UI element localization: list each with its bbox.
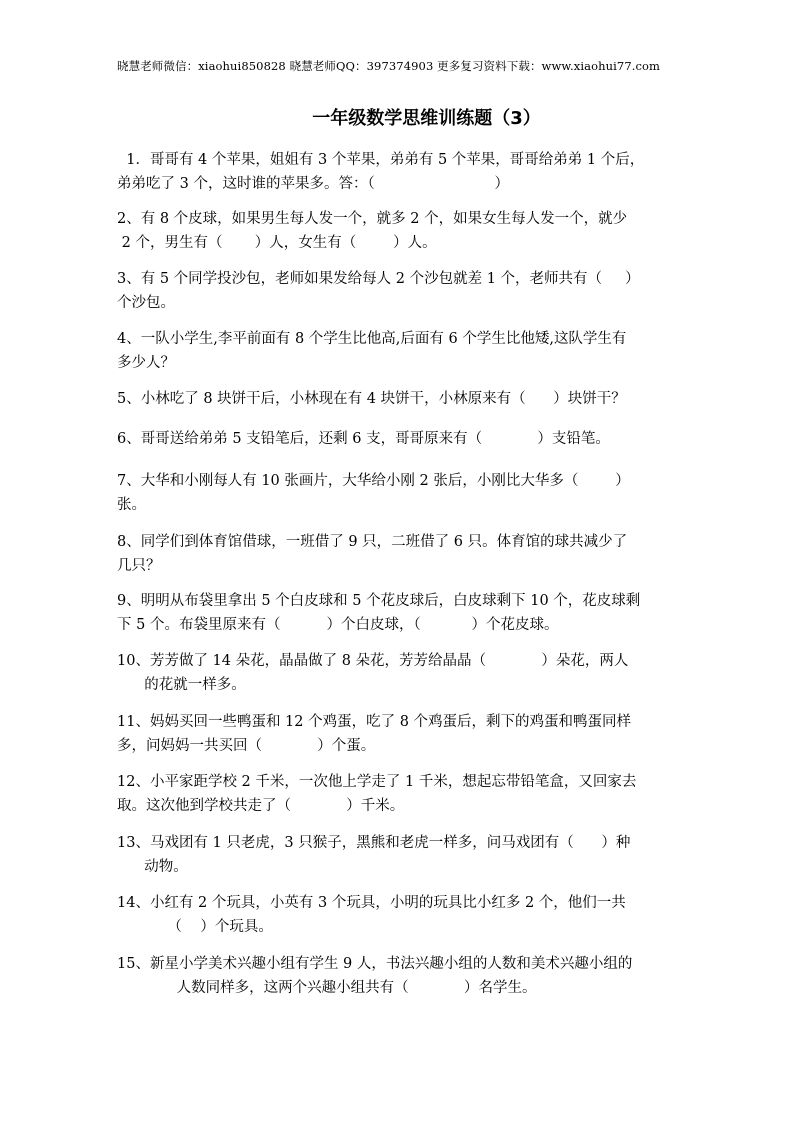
question-line: 14、小红有 2 个玩具，小英有 3 个玩具，小明的玩具比小红多 2 个，他们一共 xyxy=(117,895,626,911)
question-line: 张。 xyxy=(117,497,146,513)
question-10 xyxy=(117,649,679,697)
question-15 xyxy=(117,952,679,1000)
question-8 xyxy=(117,530,679,578)
question-13 xyxy=(117,831,679,879)
question-line: 1．哥哥有 4 个苹果，姐姐有 3 个苹果，弟弟有 5 个苹果，哥哥给弟弟 1 个后， xyxy=(117,152,645,168)
question-line: 弟弟吃了 3 个，这时谁的苹果多。答：（ ） xyxy=(117,176,510,192)
question-7 xyxy=(117,469,679,517)
question-line: 的花就一样多。 xyxy=(135,677,246,693)
page-header: 晓慧老师微信：xiaohui850828 晓慧老师QQ：397374903 更多复习资料下载：www.xiaohui77.com xyxy=(117,59,661,73)
question-line: 取。这次他到学校共走了（ ）千米。 xyxy=(117,798,405,814)
question-3 xyxy=(117,267,679,315)
question-line: 人数同样多，这两个兴趣小组共有（ ）名学生。 xyxy=(149,980,537,996)
page-title: 一年级数学思维训练题（3） xyxy=(312,108,541,129)
question-line: 12、小平家距学校 2 千米，一次他上学走了 1 千米，想起忘带铅笔盒，又回家去 xyxy=(117,774,637,790)
question-line: 2 个，男生有（ ）人，女生有（ ）人。 xyxy=(117,235,437,251)
question-line: 8、同学们到体育馆借球，一班借了 9 只，二班借了 6 只。体育馆的球共减少了 xyxy=(117,534,628,550)
question-line: 下 5 个。布袋里原来有（ ）个白皮球，（ ）个花皮球。 xyxy=(117,617,559,633)
question-line: 7、大华和小刚每人有 10 张画片，大华给小刚 2 张后，小刚比大华多（ ） xyxy=(117,473,630,489)
question-5 xyxy=(117,387,679,411)
question-14 xyxy=(117,891,679,939)
question-line: 4、一队小学生,李平前面有 8 个学生比他高,后面有 6 个学生比他矮,这队学生有 xyxy=(117,331,627,347)
question-11 xyxy=(117,710,679,758)
question-line: 10、芳芳做了 14 朵花，晶晶做了 8 朵花，芳芳给晶晶（ ）朵花，两人 xyxy=(117,653,629,669)
question-1 xyxy=(117,148,679,196)
question-9 xyxy=(117,589,679,637)
question-line: （ ）个玩具。 xyxy=(149,919,273,935)
question-line: 9、明明从布袋里拿出 5 个白皮球和 5 个花皮球后，白皮球剩下 10 个，花皮球剩 xyxy=(117,593,641,609)
question-line: 个沙包。 xyxy=(117,295,175,311)
question-2 xyxy=(117,207,679,255)
question-line: 3、有 5 个同学投沙包，老师如果发给每人 2 个沙包就差 1 个，老师共有（ ） xyxy=(117,271,640,287)
question-4 xyxy=(117,327,679,375)
question-6 xyxy=(117,427,679,451)
question-line: 11、妈妈买回一些鸭蛋和 12 个鸡蛋，吃了 8 个鸡蛋后，剩下的鸡蛋和鸭蛋同样 xyxy=(117,714,632,730)
question-line: 15、新星小学美术兴趣小组有学生 9 人，书法兴趣小组的人数和美术兴趣小组的 xyxy=(117,956,633,972)
question-line: 6、哥哥送给弟弟 5 支铅笔后，还剩 6 支，哥哥原来有（ ）支铅笔。 xyxy=(117,431,610,447)
question-line: 13、马戏团有 1 只老虎，3 只猴子，黑熊和老虎一样多，问马戏团有（ ）种 xyxy=(117,835,631,851)
question-12 xyxy=(117,770,679,818)
question-line: 多，问妈妈一共买回（ ）个蛋。 xyxy=(117,738,376,754)
question-line: 5、小林吃了 8 块饼干后，小林现在有 4 块饼干，小林原来有（ ）块饼干？ xyxy=(117,391,626,407)
question-line: 多少人？ xyxy=(117,355,175,371)
question-line: 2、有 8 个皮球，如果男生每人发一个，就多 2 个，如果女生每人发一个，就少 xyxy=(117,211,628,227)
question-line: 动物。 xyxy=(135,859,188,875)
question-line: 几只？ xyxy=(117,558,161,574)
